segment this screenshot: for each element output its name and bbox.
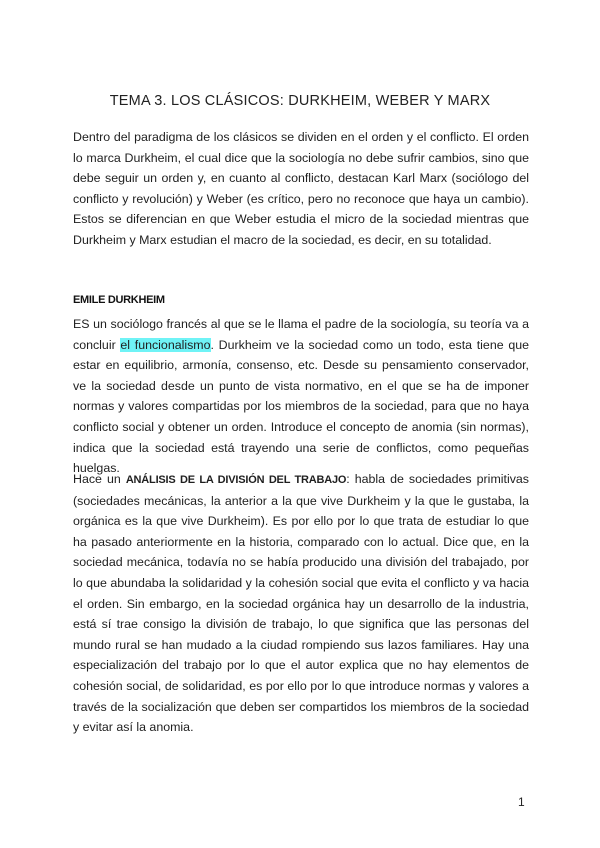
page-number: 1 — [518, 795, 525, 809]
intro-text: Dentro del paradigma de los clásicos se dividen en el orden y el conflicto. El orden lo marca Durkheim, el cual dice que la sociología no debe sufrir cambios, sino que debe seguir un orden y, en cuanto al conflicto, destacan Karl Marx (sociólogo del conflicto y revolución) y Weber (es crítico, pero no reconoce que haya un cambio). Estos se diferencian en que Weber estudia el micro de la sociedad mientras que Durkheim y Marx estudian el macro de la sociedad, es decir, en su totalidad. — [73, 130, 529, 247]
intro-paragraph — [73, 127, 529, 251]
division-text-start: Hace un — [73, 472, 126, 486]
bold-term: ANÁLISIS DE LA DIVISIÓN DEL TRABAJO — [125, 474, 347, 486]
durkheim-text-start: ES un sociólogo francés al que se le llama el padre de la sociología, su teoría va a concluir — [73, 317, 529, 352]
document-title: TEMA 3. LOS CLÁSICOS: DURKHEIM, WEBER Y MARX — [109, 93, 491, 109]
section-heading: EMILE DURKHEIM — [73, 294, 165, 306]
division-text-end: : habla de sociedades primitivas (sociedades mecánicas, la anterior a la que vive Durkheim y la que le gustaba, la orgánica es la que vive Durkheim). Es por ello por lo que trata de estudiar lo que ha pasado anteriormente en la historia, comparado con lo actual. Dice que, en la sociedad mecánica, todavía no se había producido una división del trabajado, por lo que abundaba la solidaridad y la cohesión social que evita el conflicto y va hacia el orden. Sin embargo, en la sociedad orgánica hay un desarrollo de la industria, está sí trae consigo la división de trabajo, lo que significa que las personas del mundo rural se han mudado a la ciudad rompiendo sus lazos familiares. Hay una especialización del trabajo por lo que el autor explica que no hay elementos de cohesión social, de solidaridad, es por ello por lo que introduce normas y valores a través de la socialización que deben ser compartidos los miembros de la sociedad y evitar así la anomia. — [73, 472, 529, 735]
durkheim-paragraph — [73, 314, 529, 479]
durkheim-text-end: . Durkheim ve la sociedad como un todo, esta tiene que estar en equilibrio, armonía, consenso, etc. Desde su pensamiento conservador, ve la sociedad desde un punto de vista normativo, en el que se ha de imponer normas y valores compartidas por los miembros de la sociedad, para que no haya conflicto social y obtener un orden. Introduce el concepto de anomia (sin normas), indica que la sociedad está trayendo una serie de conflictos, como pequeñas huelgas. — [73, 337, 529, 476]
division-trabajo-paragraph — [73, 469, 529, 738]
highlighted-term: el funcionalismo — [120, 337, 211, 352]
